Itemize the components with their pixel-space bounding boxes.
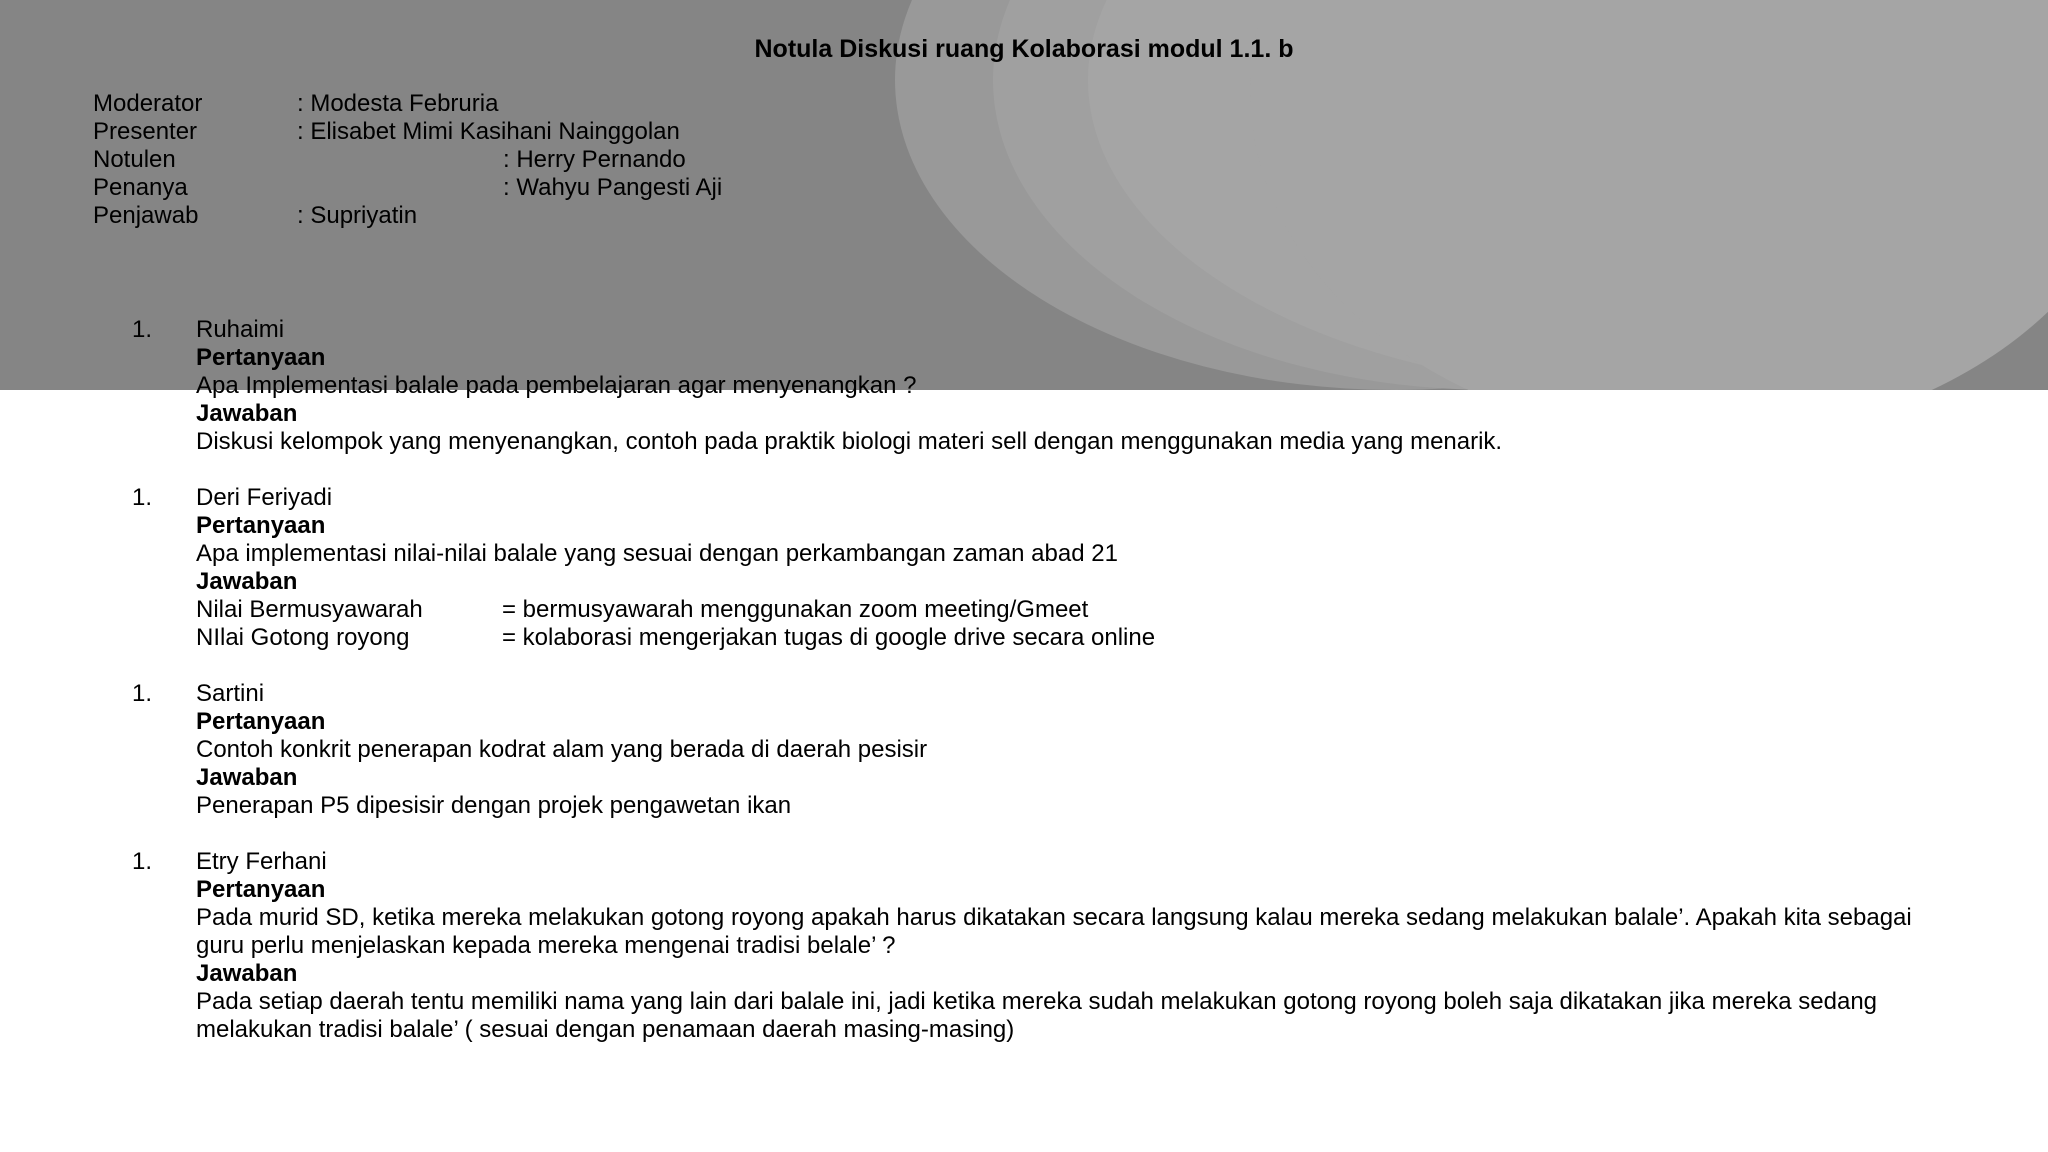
answer-text: Diskusi kelompok yang menyenangkan, contoh pada praktik biologi materi sell dengan menggunakan media yang menarik. xyxy=(196,428,1503,455)
answer-heading: Jawaban xyxy=(196,960,298,987)
answer-row xyxy=(196,596,1956,624)
item-number: 1. xyxy=(132,484,153,511)
meta-label: Notulen xyxy=(93,146,176,173)
meta-value: : Elisabet Mimi Kasihani Nainggolan xyxy=(297,118,680,145)
asker-name: Sartini xyxy=(196,680,265,707)
answer-row-label: NIlai Gotong royong xyxy=(196,624,410,651)
item-body xyxy=(196,680,1956,820)
meta-label: Presenter xyxy=(93,118,198,145)
document-title: Notula Diskusi ruang Kolaborasi modul 1.1. b xyxy=(754,35,1294,63)
meta-value: : Wahyu Pangesti Aji xyxy=(503,174,723,201)
meta-value: : Herry Pernando xyxy=(503,146,686,173)
question-text: Pada murid SD, ketika mereka melakukan gotong royong apakah harus dikatakan secara langsung kalau mereka sedang melakukan balale’. Apakah kita sebagai guru perlu menjelaskan kepada mereka mengenai tradisi belale’ ? xyxy=(196,904,1912,959)
meta-label: Penjawab xyxy=(93,202,199,229)
item-body xyxy=(196,316,1956,456)
answer-text: Penerapan P5 dipesisir dengan projek pengawetan ikan xyxy=(196,792,792,819)
question-heading: Pertanyaan xyxy=(196,876,326,903)
meta-label: Penanya xyxy=(93,174,188,201)
meta-label: Moderator xyxy=(93,90,203,117)
asker-name: Deri Feriyadi xyxy=(196,484,333,511)
discussion-item xyxy=(0,848,2048,1044)
meta-value: : Supriyatin xyxy=(297,202,418,229)
answer-row-label: Nilai Bermusyawarah xyxy=(196,596,423,623)
discussion-item xyxy=(0,316,2048,456)
answer-heading: Jawaban xyxy=(196,568,298,595)
answer-heading: Jawaban xyxy=(196,400,298,427)
answer-heading: Jawaban xyxy=(196,764,298,791)
asker-name: Ruhaimi xyxy=(196,316,285,343)
asker-name: Etry Ferhani xyxy=(196,848,327,875)
question-heading: Pertanyaan xyxy=(196,512,326,539)
answer-row-value: = kolaborasi mengerjakan tugas di google drive secara online xyxy=(502,624,1156,651)
answer-text: Pada setiap daerah tentu memiliki nama yang lain dari balale ini, jadi ketika mereka sudah melakukan gotong royong boleh saja dikatakan jika mereka sedang melakukan tradisi balale’ ( sesuai dengan penamaan daerah masing-masing) xyxy=(196,988,1878,1043)
item-number: 1. xyxy=(132,848,153,875)
item-body xyxy=(196,484,1956,652)
question-heading: Pertanyaan xyxy=(196,344,326,371)
question-text: Contoh konkrit penerapan kodrat alam yang berada di daerah pesisir xyxy=(196,736,928,763)
discussion-item xyxy=(0,680,2048,820)
item-number: 1. xyxy=(132,680,153,707)
question-heading: Pertanyaan xyxy=(196,708,326,735)
discussion-list xyxy=(0,316,2048,1072)
meta-value: : Modesta Februria xyxy=(297,90,499,117)
item-body xyxy=(196,848,1956,1044)
item-number: 1. xyxy=(132,316,153,343)
question-text: Apa implementasi nilai-nilai balale yang sesuai dengan perkambangan zaman abad 21 xyxy=(196,540,1118,567)
question-text: Apa Implementasi balale pada pembelajaran agar menyenangkan ? xyxy=(196,372,917,399)
discussion-item xyxy=(0,484,2048,652)
answer-row-value: = bermusyawarah menggunakan zoom meeting/Gmeet xyxy=(502,596,1089,623)
answer-row xyxy=(196,624,1956,652)
